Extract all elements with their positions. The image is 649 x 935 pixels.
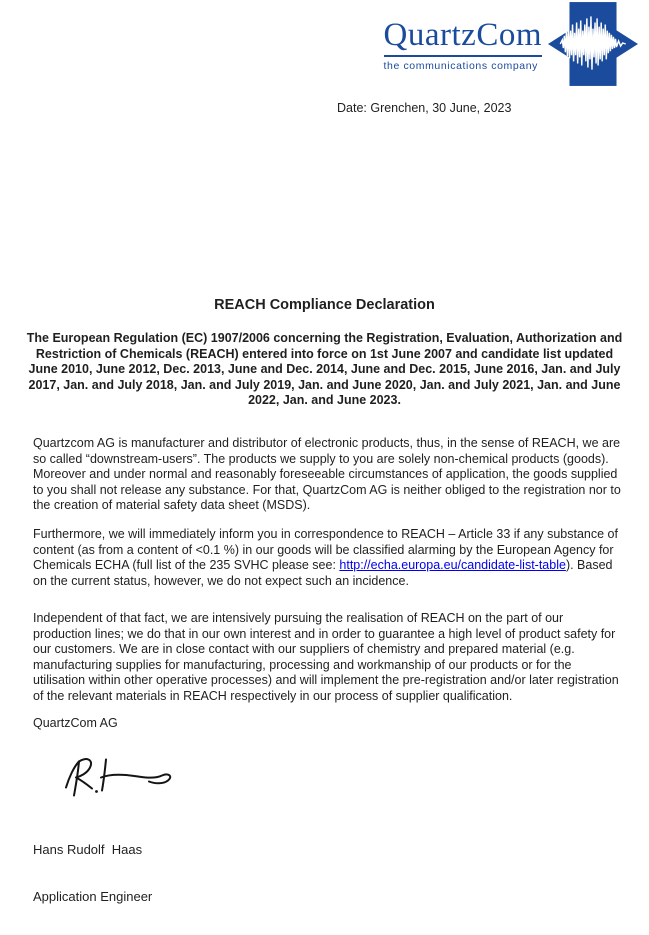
signature-dot [95,790,98,793]
intro-regulation-paragraph: The European Regulation (EC) 1907/2006 concerning the Registration, Evaluation, Authorization and Restriction of Chemicals (REACH) entered into force on 1st June 2007 and candidate list updated June 2010, June 2012, Dec. 2013, June and Dec. 2014, June and Dec. 2015, June 2016, Jan. and July 2017, Jan. and July 2018, Jan. and July 2019, Jan. and June 2020, Jan. and July 2021, Jan. and June 2022, Jan. and June 2023. [26,331,623,408]
signatory-block [33,811,152,935]
echa-candidate-list-link[interactable]: http://echa.europa.eu/candidate-list-table [339,558,566,573]
signature-company: QuartzCom AG [33,716,118,730]
paragraph-realisation: Independent of that fact, we are intensively pursuing the realisation of REACH on the part of our production lines; we do that in our own interest and in order to guarantee a high level of product safety for our customers. We are in close contact with our suppliers of chemistry and prepared material (e.g. manufacturing supplies for manufacturing, processing and workmanship of our products or for the utilisation within other operative processes) and will implement the pre-registration and/or later registration of the relevant materials in REACH respectively in our process of supplier qualification. [33,611,619,703]
paragraph-article33-text-after: ). Based on the current status, however, we do not expect such an incidence. [33,558,613,588]
waveform-diamond-icon [548,2,638,86]
logo-tagline: the communications company [383,60,539,72]
signatory-title: Application Engineer [33,888,153,904]
paragraph-article33-text-before: Furthermore, we will immediately inform you in correspondence to REACH – Article 33 if any substance of content (as from a content of <0.1 %) in our goods will be classified alarming by the European Agency for Chemicals ECHA (full list of the 235 SVHC please see: [33,527,618,573]
paragraph-downstream-users: Quartzcom AG is manufacturer and distributor of electronic products, thus, in the sense of REACH, we are so called “downstream-users”. The products we supply to you are solely non-chemical products (goods). Moreover and under normal and reasonably foreseeable circumstances of application, the goods supplied to you shall not release any substance. For that, QuartzCom AG is neither obliged to the registration nor to the creation of material safety data sheet (MSDS). [33,436,621,513]
paragraph-article33 [33,527,622,589]
document-title: REACH Compliance Declaration [214,297,435,313]
date-line: Date: Grenchen, 30 June, 2023 [337,101,512,115]
company-logo [384,2,638,86]
logo-text [384,19,542,72]
signatory-name: Hans Rudolf Haas [33,842,143,857]
logo-wordmark: QuartzCom [384,19,542,57]
handwritten-signature [56,753,181,801]
